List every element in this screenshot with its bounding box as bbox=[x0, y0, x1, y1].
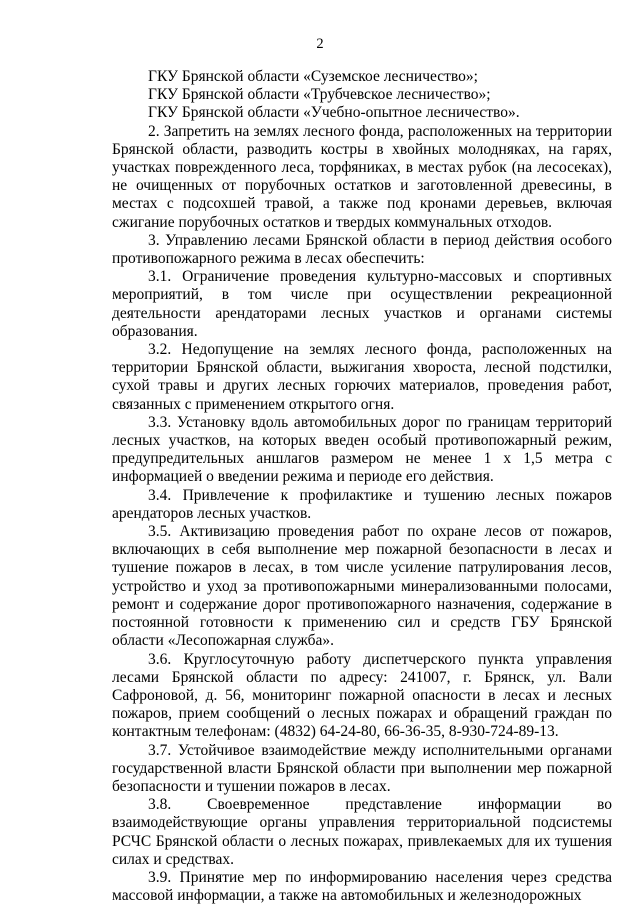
page-number: 2 bbox=[316, 36, 324, 52]
paragraph-3-forest-management: 3. Управлению лесами Брянской области в период действия особого противопожарного режима в лесах обеспечить: bbox=[112, 231, 612, 268]
paragraph-forestry-educational: ГКУ Брянской области «Учебно-опытное лесничество». bbox=[148, 104, 520, 122]
document-body bbox=[112, 68, 612, 905]
paragraph-forestry-suzemka: ГКУ Брянской области «Суземское лесничество»; bbox=[148, 68, 478, 85]
paragraph-3-2-no-burning: 3.2. Недопущение на землях лесного фонда, расположенных на территории Брянской области, выжигания хвороста, лесной подстилки, сухой травы и других лесных горючих материалов, проведения работ, связанных с применением открытого огня. bbox=[112, 341, 612, 413]
paragraph-3-6-dispatch-point: 3.6. Круглосуточную работу диспетчерского пункта управления лесами Брянской области по адресу: 241007, г. Брянск, ул. Вали Сафроновой, д. 56, мониторинг пожарной опасности в лесах и лесных пожаров, прием сообщений о лесных пожарах и обращений граждан по контактным телефонам: (4832) 64-24-80, 66-36-35, 8-930-724-89-13. bbox=[112, 650, 612, 741]
paragraph-3-3-warning-signs: 3.3. Установку вдоль автомобильных дорог по границам территорий лесных участков, на которых введен особый противопожарный режим, предупредительных аншлагов размером не менее 1 х 1,5 метра с информацией о введении режима и периоде его действия. bbox=[112, 413, 612, 486]
paragraph-3-9-public-information: 3.9. Принятие мер по информированию населения через средства массовой информации, а также на автомобильных и железнодорожных bbox=[112, 868, 612, 905]
paragraph-2-fire-ban: 2. Запретить на землях лесного фонда, расположенных на территории Брянской области, разводить костры в хвойных молодняках, на гарях, участках поврежденного леса, торфяниках, в местах рубок (на лесосеках), не очищенных от порубочных остатков и заготовленной древесины, в местах с подсохшей травой, а также под кронами деревьев, включая сжигание порубочных остатков и твердых коммунальных отходов. bbox=[112, 122, 612, 231]
paragraph-3-7-interaction: 3.7. Устойчивое взаимодействие между исполнительными органами государственной власти Брянской области при выполнении мер пожарной безопасности и тушении пожаров в лесах. bbox=[112, 741, 612, 795]
paragraph-3-5-fire-protection: 3.5. Активизацию проведения работ по охране лесов от пожаров, включающих в себя выполнение мер пожарной безопасности в лесах и тушение пожаров в лесах, в том числе усиление патрулирования лесов, устройство и уход за противопожарными минерализованными полосами, ремонт и содержание дорог противопожарного назначения, содержание в постоянной готовности к применению сил и средств ГБУ Брянской области «Лесопожарная служба». bbox=[112, 523, 612, 650]
paragraph-3-1-events-restriction: 3.1. Ограничение проведения культурно-массовых и спортивных мероприятий, в том числе при осуществлении рекреационной деятельности арендаторами лесных участков и органами системы образования. bbox=[112, 268, 612, 340]
paragraph-3-4-tenants: 3.4. Привлечение к профилактике и тушению лесных пожаров арендаторов лесных участков. bbox=[112, 486, 612, 522]
paragraph-forestry-trubchevsk: ГКУ Брянской области «Трубчевское лесничество»; bbox=[148, 86, 491, 104]
paragraph-3-8-reporting: 3.8. Своевременное представление информации во взаимодействующие органы управления территориальной подсистемы РСЧС Брянской области о лесных пожарах, привлекаемых для их тушения силах и средствах. bbox=[112, 796, 612, 868]
